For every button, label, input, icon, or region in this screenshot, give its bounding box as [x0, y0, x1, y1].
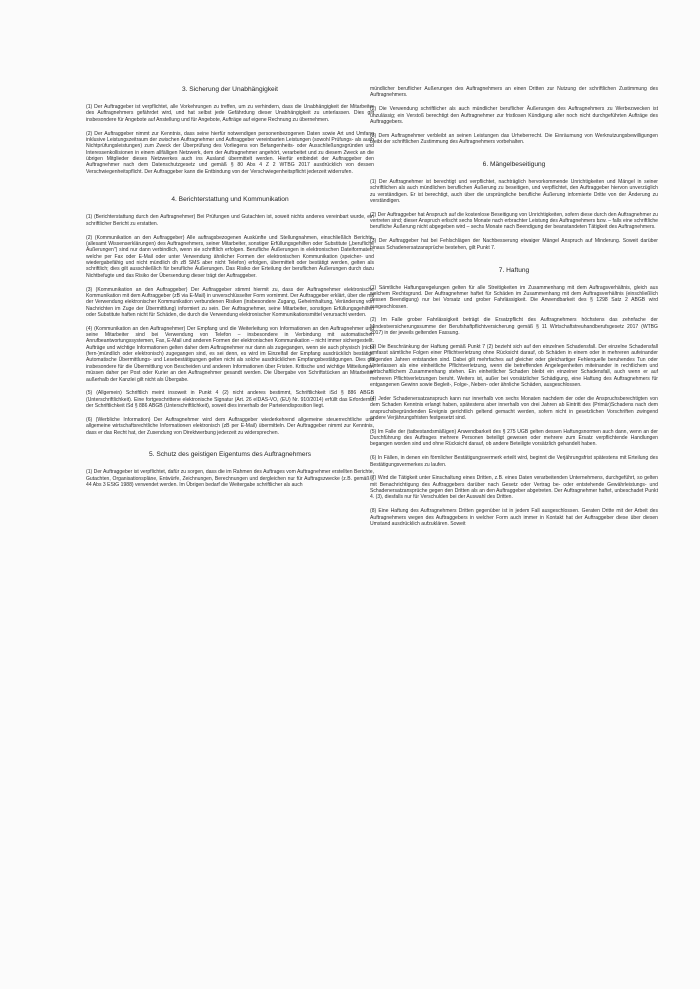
section-4-title: 4. Berichterstattung und Kommunikation	[171, 196, 289, 204]
section-7-paragraph-8: (8) Eine Haftung des Auftragnehmers Dritten gegenüber ist in jedem Fall ausgeschlossen. Geraten Dritte mit der Arbeit des Auftragnehmers wegen des Auftraggebers in welcher Form auch immer in Kontakt hat der Auftraggeber diese über diesen Umstand ausdrücklich aufzuklären. Soweit	[370, 508, 658, 527]
section-5-title: 5. Schutz des geistigen Eigentums des Auftragnehmers	[148, 451, 311, 459]
section-4-paragraph-6: (6) (Werbliche Information) Der Auftragnehmer wird dem Auftraggeber wiederkehrend allgemeine steuerrechtliche und allgemeine wirtschaftsrechtliche Informationen elektronisch (zB per E-Mail) übermitteln. Der Auftraggeber nimmt zur Kenntnis, dass er das Recht hat, der Zusendung von Direktwerbung jederzeit zu widersprechen.	[86, 416, 374, 436]
section-7-paragraph-2: (2) Im Falle grober Fahrlässigkeit beträgt die Ersatzpflicht des Auftragnehmers höchstens das zehnfache der Mindestversicherungssumme der Berufshaftpflichtversicherung gemäß § 11 Wirtschaftstreuhandberufsgesetz 2017 (WTBG 2017) in der jeweils geltenden Fassung.	[370, 317, 658, 337]
section-7-paragraph-5: (5) Im Falle der (tatbestandsmäßigen) Anwendbarkeit des § 275 UGB gelten dessen Haftungsnormen auch dann, wenn an der Durchführung des Auftrages mehrere Personen beteiligt gewesen oder mehrere zum Ersatz verpflichtende Handlungen begangen worden sind und ohne Rücksicht darauf, ob andere Beteiligte vorsätzlich gehandelt haben.	[370, 428, 658, 448]
section-6-title: 6. Mängelbeseitigung	[482, 160, 546, 168]
section-6-paragraph-2: (2) Der Auftraggeber hat Anspruch auf die kostenlose Beseitigung von Unrichtigkeiten, sofern diese durch den Auftragnehmer zu vertreten sind; dieser Anspruch erlischt sechs Monate nach erbrachter Leistung des Auftragnehmers bzw. – falls eine schriftliche berufliche Äußerung nicht abgegeben wird – sechs Monate nach Beendigung der beanstandeten Tätigkeit des Auftragnehmers.	[370, 211, 658, 231]
section-3-paragraph-1: (1) Der Auftraggeber ist verpflichtet, alle Vorkehrungen zu treffen, um zu verhindern, dass die Unabhängigkeit der Mitarbeiter des Auftragnehmers gefährdet wird, und hat selbst jede Gefährdung dieser Unabhängigkeit zu unterlassen. Dies gilt insbesondere für Angebote auf Anstellung und für Angebote, Aufträge auf eigene Rechnung zu übernehmen.	[86, 104, 374, 123]
left-column	[86, 86, 374, 976]
section-5-paragraph-1: (1) Der Auftraggeber ist verpflichtet, dafür zu sorgen, dass die im Rahmen des Auftrages vom Auftragnehmer erstellten Berichte, Gutachten, Organisationspläne, Entwürfe, Zeichnungen, Berechnungen und dergleichen nur für Auftragszwecke (z.B. gemäß § 44 Abs 3 EStG 1988) verwendet werden. Im Übrigen bedarf die Weitergabe schriftlicher als auch	[86, 469, 374, 489]
section-7-paragraph-4: (4) Jeder Schadenersatzanspruch kann nur innerhalb von sechs Monaten nachdem der oder die Anspruchsberechtigten von dem Schaden Kenntnis erlangt haben, spätestens aber innerhalb von drei Jahren ab Eintritt des (Primär)Schadens nach dem anspruchsbegründenden Ereignis gerichtlich geltend gemacht werden, sofern nicht in gesetzlichen Vorschriften zwingend andere Verjährungsfristen festgesetzt sind.	[370, 395, 658, 421]
section-6-paragraph-1: (1) Der Auftragnehmer ist berechtigt und verpflichtet, nachträglich hervorkommende Unrichtigkeiten und Mängel in seiner schriftlichen als auch mündlichen beruflichen Äußerung zu beseitigen, und verpflichtet, den Auftraggeber hiervon unverzüglich zu verständigen. Er ist berechtigt, auch über die ursprüngliche berufliche Äußerung informierte Dritte von der Änderung zu verständigen.	[370, 178, 658, 204]
section-7-title: 7. Haftung	[498, 266, 530, 274]
section-4-paragraph-4: (4) (Kommunikation an den Auftragnehmer) Der Empfang und die Weiterleitung von Informationen an den Auftragnehmer und seine Mitarbeiter sind bei Verwendung von Telefon – insbesondere in Verbindung mit automatischen Anrufbeantwortungssystemen, Fax, E-Mail und anderen Formen der elektronischen Kommunikation – nicht immer sichergestellt. Aufträge und wichtige Informationen gelten daher dem Auftragnehmer nur dann als zugegangen, wenn sie auch physisch (nicht (fern-)mündlich oder elektronisch) zugegangen sind, es sei denn, es wird im Einzelfall der Empfang ausdrücklich bestätigt. Automatische Übermittlungs- und Lesebestätigungen gelten nicht als solche ausdrücklichen Empfangsbestätigungen. Dies gilt insbesondere für die Übermittlung von Bescheiden und anderen Informationen über Fristen. Kritische und wichtige Mitteilungen müssen daher per Post oder Kurier an den Auftragnehmer gesandt werden. Die Übergabe von Schriftstücken an Mitarbeiter außerhalb der Kanzlei gilt nicht als Übergabe.	[86, 325, 374, 383]
section-7-paragraph-3: (3) Die Beschränkung der Haftung gemäß Punkt 7 (2) bezieht sich auf den einzelnen Schadensfall. Der einzelne Schadensfall umfasst sämtliche Folgen einer Pflichtverletzung ohne Rücksicht darauf, ob Schäden in einem oder in mehreren aufeinander folgenden Jahren entstanden sind. Dabei gilt mehrfaches auf gleicher oder gleichartiger Fehlerquelle beruhendes Tun oder Unterlassen als eine einheitliche Pflichtverletzung, wenn die betreffenden Angelegenheiten miteinander in rechtlichem und wirtschaftlichem Zusammenhang stehen. Ein einheitlicher Schaden bleibt ein einzelner Schadensfall, auch wenn er auf mehreren Pflichtverletzungen beruht. Weiters ist, außer bei vorsätzlicher Schädigung, eine Haftung des Auftragnehmers für entgangenen Gewinn sowie Begleit-, Folge-, Neben- oder ähnliche Schäden, ausgeschlossen.	[370, 343, 658, 388]
section-3-paragraph-2: (2) Der Auftraggeber nimmt zur Kenntnis, dass seine hierfür notwendigen personenbezogenen Daten sowie Art und Umfang inklusive Leistungszeitraum der zwischen Auftragnehmer und Auftraggeber vereinbarten Leistungen (sowohl Prüfungs- als auch Nichtprüfungsleistungen) zum Zweck der Überprüfung des Vorliegens von Befangenheits- oder Ausschließungsgründen und Interessenkollisionen in einem allfälligen Netzwerk, dem der Auftragnehmer angehört, verarbeitet und zu diesem Zweck an die übrigen Mitglieder dieses Netzwerkes auch ins Ausland übermittelt werden. Hierfür entbindet der Auftraggeber den Auftragnehmer nach dem Datenschutzgesetz und gemäß § 80 Abs 4 Z 2 WTBG 2017 ausdrücklich von dessen Verschwiegenheitspflicht. Der Auftraggeber kann die Entbindung von der Verschwiegenheitspflicht jederzeit widerrufen.	[86, 130, 374, 175]
section-4-paragraph-1: (1) (Berichterstattung durch den Auftragnehmer) Bei Prüfungen und Gutachten ist, soweit nichts anderes vereinbart wurde, ein schriftlicher Bericht zu erstatten.	[86, 214, 374, 227]
section-5-paragraph-2: (2) Die Verwendung schriftlicher als auch mündlicher beruflicher Äußerungen des Auftragnehmers zu Werbezwecken ist unzulässig; ein Verstoß berechtigt den Auftragnehmer zur fristlosen Kündigung aller noch nicht durchgeführten Aufträge des Auftraggebers.	[370, 106, 658, 125]
section-7-paragraph-7: (7) Wird die Tätigkeit unter Einschaltung eines Dritten, z.B. eines Daten verarbeitenden Unternehmens, durchgeführt, so gelten mit Benachrichtigung des Auftraggebers darüber nach Gesetz oder Vertrag be- oder entstehende Gewährleistungs- und Schadenersatzansprüche gegen den Dritten als an den Auftraggeber abgetreten. Der Auftragnehmer haftet, unbeschadet Punkt 4. (3), diesfalls nur für Verschulden bei der Auswahl des Dritten.	[370, 475, 658, 501]
right-column	[370, 86, 658, 976]
section-3-title: 3. Sicherung der Unabhängigkeit	[181, 86, 279, 93]
section-7-paragraph-6: (6) In Fällen, in denen ein förmlicher Bestätigungsvermerk erteilt wird, beginnt die Verjährungsfrist spätestens mit Erteilung des Bestätigungsvermerkes zu laufen.	[370, 455, 658, 468]
section-5-paragraph-1-continued: mündlicher beruflicher Äußerungen des Auftragnehmers an einen Dritten zur Nutzung der schriftlichen Zustimmung des Auftragnehmers.	[370, 86, 658, 99]
section-4-paragraph-5: (5) (Allgemein) Schriftlich meint insoweit in Punkt 4 (2) nicht anderes bestimmt, Schriftlichkeit iSd § 886 ABGB (Unterschriftlichkeit). Eine fortgeschrittene elektronische Signatur (Art. 26 eIDAS-VO, (EU) Nr. 910/2014) erfüllt das Erfordernis der Schriftlichkeit iSd § 886 ABGB (Unterschriftlichkeit), soweit dies innerhalb der Parteiendisposition liegt.	[86, 390, 374, 410]
section-4-paragraph-2: (2) (Kommunikation an den Auftraggeber) Alle auftragsbezogenen Auskünfte und Stellungnahmen, einschließlich Berichte, (allesamt Wissenserklärungen) des Auftragnehmers, seiner Mitarbeiter, sonstiger Erfüllungsgehilfen oder Substitute („berufliche Äußerungen") sind nur dann verbindlich, wenn sie schriftlich erfolgen. Berufliche Äußerungen in elektronischen Dateiformaten, welche per Fax oder E-Mail oder unter Verwendung ähnlicher Formen der elektronischen Kommunikation (speicher- und wiedergabefähig und nicht mündlich dh zB SMS aber nicht Telefon) erfolgen, übermittelt oder bestätigt werden, gelten als schriftlich; dies gilt ausschließlich für berufliche Äußerungen. Das Risiko der Erteilung der beruflichen Äußerungen durch dazu Nichtbefugte und das Risiko der Übersendung dieser trägt der Auftraggeber.	[86, 234, 374, 279]
section-6-paragraph-3: (3) Der Auftraggeber hat bei Fehlschlägen der Nachbesserung etwaiger Mängel Anspruch auf Minderung. Soweit darüber hinaus Schadenersatzansprüche bestehen, gilt Punkt 7.	[370, 238, 658, 251]
section-7-paragraph-1: (1) Sämtliche Haftungsregelungen gelten für alle Streitigkeiten im Zusammenhang mit dem Auftragsverhältnis, gleich aus welchem Rechtsgrund. Der Auftragnehmer haftet für Schäden im Zusammenhang mit dem Auftragsverhältnis (einschließlich dessen Beendigung) nur bei Vorsatz und grober Fahrlässigkeit. Die Anwendbarkeit des § 1298 Satz 2 ABGB wird ausgeschlossen.	[370, 284, 658, 310]
section-4-paragraph-3: (3) (Kommunikation an den Auftraggeber) Der Auftraggeber stimmt hiermit zu, dass der Auftragnehmer elektronische Kommunikation mit dem Auftraggeber (zB via E-Mail) in unverschlüsselter Form vornimmt. Der Auftraggeber erklärt, über die mit der Verwendung elektronischer Kommunikation verbundenen Risiken (insbesondere Zugang, Geheimhaltung, Veränderung von Nachrichten im Zuge der Übermittlung) informiert zu sein. Der Auftragnehmer, seine Mitarbeiter, sonstigen Erfüllungsgehilfen oder Substitute haften nicht für Schäden, die durch die Verwendung elektronischer Kommunikationsmittel verursacht werden.	[86, 286, 374, 318]
section-5-paragraph-3: (3) Dem Auftragnehmer verbleibt an seinen Leistungen das Urheberrecht. Die Einräumung von Werknutzungsbewilligungen bleibt der schriftlichen Zustimmung des Auftragnehmers vorbehalten.	[370, 132, 658, 146]
